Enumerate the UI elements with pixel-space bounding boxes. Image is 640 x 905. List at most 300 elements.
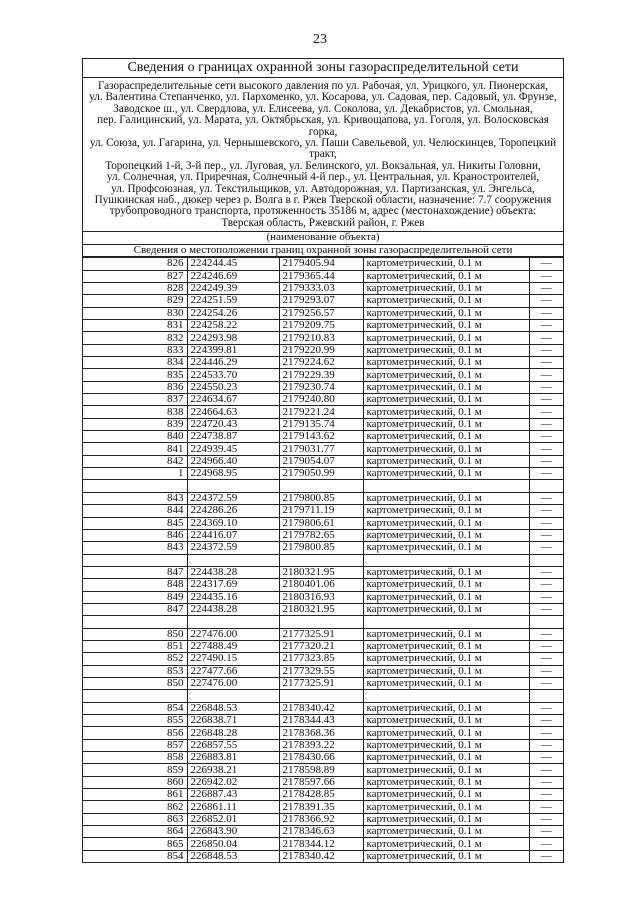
coordinate-x: 224738.87 bbox=[187, 431, 279, 443]
description-dash: — bbox=[529, 789, 563, 801]
point-number: 844 bbox=[83, 505, 187, 517]
object-name-label: (наименование объекта) bbox=[83, 232, 563, 245]
coordinate-y: 2179221.24 bbox=[279, 406, 363, 418]
description-dash: — bbox=[529, 715, 563, 727]
separator-row bbox=[83, 616, 563, 628]
table-row bbox=[83, 653, 563, 665]
description-dash: — bbox=[529, 850, 563, 862]
coordinate-y: 2179806.61 bbox=[279, 517, 363, 529]
description-dash: — bbox=[529, 752, 563, 764]
separator-row bbox=[83, 480, 563, 492]
point-number: 837 bbox=[83, 394, 187, 406]
point-number: 830 bbox=[83, 307, 187, 319]
table-row bbox=[83, 628, 563, 640]
empty-cell bbox=[529, 480, 563, 492]
empty-cell bbox=[187, 554, 279, 566]
coordinate-y: 2179240.80 bbox=[279, 394, 363, 406]
description-dash: — bbox=[529, 406, 563, 418]
coordinate-x: 226843.90 bbox=[187, 826, 279, 838]
description-dash: — bbox=[529, 307, 563, 319]
table-row bbox=[83, 826, 563, 838]
empty-cell bbox=[83, 690, 187, 702]
point-number: 839 bbox=[83, 418, 187, 430]
description-dash: — bbox=[529, 591, 563, 603]
description-dash: — bbox=[529, 505, 563, 517]
coordinate-y: 2178393.22 bbox=[279, 739, 363, 751]
coordinate-x: 227488.49 bbox=[187, 640, 279, 652]
coordinate-x: 226852.01 bbox=[187, 813, 279, 825]
boundary-document bbox=[82, 58, 564, 863]
table-row bbox=[83, 640, 563, 652]
description-dash: — bbox=[529, 665, 563, 677]
coordinate-y: 2177320.21 bbox=[279, 640, 363, 652]
empty-cell bbox=[279, 690, 363, 702]
coordinate-x: 227490.15 bbox=[187, 653, 279, 665]
description-line: ул. Союза, ул. Гагарина, ул. Чернышевского, ул. Паши Савельевой, ул. Челюскинцев, Торопецкий тракт, bbox=[89, 137, 557, 161]
method-accuracy: картометрический, 0.1 м bbox=[363, 406, 529, 418]
point-number: 827 bbox=[83, 270, 187, 282]
point-number: 851 bbox=[83, 640, 187, 652]
separator-row bbox=[83, 690, 563, 702]
method-accuracy: картометрический, 0.1 м bbox=[363, 640, 529, 652]
point-number: 843 bbox=[83, 492, 187, 504]
method-accuracy: картометрический, 0.1 м bbox=[363, 418, 529, 430]
empty-cell bbox=[363, 480, 529, 492]
object-description bbox=[83, 78, 563, 232]
method-accuracy: картометрический, 0.1 м bbox=[363, 677, 529, 689]
description-dash: — bbox=[529, 628, 563, 640]
coordinate-x: 224966.40 bbox=[187, 455, 279, 467]
coordinate-x: 224251.59 bbox=[187, 295, 279, 307]
table-row bbox=[83, 505, 563, 517]
coordinate-y: 2177325.91 bbox=[279, 677, 363, 689]
table-row bbox=[83, 357, 563, 369]
empty-cell bbox=[83, 480, 187, 492]
coordinate-y: 2179365.44 bbox=[279, 270, 363, 282]
table-row bbox=[83, 443, 563, 455]
coordinate-y: 2179711.19 bbox=[279, 505, 363, 517]
empty-cell bbox=[279, 554, 363, 566]
coordinate-x: 224939.45 bbox=[187, 443, 279, 455]
method-accuracy: картометрический, 0.1 м bbox=[363, 369, 529, 381]
table-row bbox=[83, 727, 563, 739]
coordinate-y: 2178366.92 bbox=[279, 813, 363, 825]
table-row bbox=[83, 307, 563, 319]
table-row bbox=[83, 517, 563, 529]
method-accuracy: картометрический, 0.1 м bbox=[363, 320, 529, 332]
coordinate-x: 226848.53 bbox=[187, 702, 279, 714]
coordinate-x: 224438.28 bbox=[187, 566, 279, 578]
table-row bbox=[83, 455, 563, 467]
description-dash: — bbox=[529, 640, 563, 652]
description-dash: — bbox=[529, 282, 563, 294]
table-row bbox=[83, 258, 563, 270]
description-dash: — bbox=[529, 320, 563, 332]
coordinate-x: 224317.69 bbox=[187, 579, 279, 591]
coordinate-x: 224244.45 bbox=[187, 258, 279, 270]
table-row bbox=[83, 776, 563, 788]
table-row bbox=[83, 801, 563, 813]
table-row bbox=[83, 295, 563, 307]
description-dash: — bbox=[529, 443, 563, 455]
method-accuracy: картометрический, 0.1 м bbox=[363, 517, 529, 529]
point-number: 845 bbox=[83, 517, 187, 529]
description-line: пер. Галицинский, ул. Марата, ул. Октябрьская, ул. Кривощапова, ул. Гоголя, ул. Волосковская горка, bbox=[97, 114, 549, 138]
description-dash: — bbox=[529, 381, 563, 393]
description-line: ул. Солнечная, ул. Приречная, Солнечный 4-й пер., ул. Центральная, ул. Краностроителей, bbox=[106, 171, 540, 184]
point-number: 826 bbox=[83, 258, 187, 270]
section-label: Сведения о местоположении границ охранной зоны газораспределительной сети bbox=[83, 245, 563, 258]
method-accuracy: картометрический, 0.1 м bbox=[363, 542, 529, 554]
point-number: 841 bbox=[83, 443, 187, 455]
coordinate-x: 226883.81 bbox=[187, 752, 279, 764]
coordinate-x: 227477.66 bbox=[187, 665, 279, 677]
description-dash: — bbox=[529, 332, 563, 344]
coordinate-y: 2179143.62 bbox=[279, 431, 363, 443]
description-dash: — bbox=[529, 431, 563, 443]
coordinate-y: 2178340.42 bbox=[279, 850, 363, 862]
table-row bbox=[83, 344, 563, 356]
description-dash: — bbox=[529, 677, 563, 689]
point-number: 855 bbox=[83, 715, 187, 727]
coordinate-y: 2179800.85 bbox=[279, 542, 363, 554]
method-accuracy: картометрический, 0.1 м bbox=[363, 813, 529, 825]
point-number: 843 bbox=[83, 542, 187, 554]
coordinate-x: 226861.11 bbox=[187, 801, 279, 813]
method-accuracy: картометрический, 0.1 м bbox=[363, 850, 529, 862]
point-number: 1 bbox=[83, 468, 187, 480]
coordinate-x: 224533.70 bbox=[187, 369, 279, 381]
point-number: 831 bbox=[83, 320, 187, 332]
coordinate-y: 2179209.75 bbox=[279, 320, 363, 332]
table-row bbox=[83, 838, 563, 850]
method-accuracy: картометрический, 0.1 м bbox=[363, 603, 529, 615]
table-row bbox=[83, 394, 563, 406]
description-dash: — bbox=[529, 702, 563, 714]
coordinate-y: 2179405.94 bbox=[279, 258, 363, 270]
point-number: 847 bbox=[83, 603, 187, 615]
description-line: ул. Валентина Степанченко, ул. Пархоменко, ул. Косарова, ул. Садовая, пер. Садовый, ул. Фрунзе, bbox=[89, 91, 557, 104]
point-number: 860 bbox=[83, 776, 187, 788]
point-number: 836 bbox=[83, 381, 187, 393]
empty-cell bbox=[279, 480, 363, 492]
point-number: 848 bbox=[83, 579, 187, 591]
coordinate-y: 2179210.83 bbox=[279, 332, 363, 344]
method-accuracy: картометрический, 0.1 м bbox=[363, 492, 529, 504]
coordinate-y: 2179800.85 bbox=[279, 492, 363, 504]
description-dash: — bbox=[529, 776, 563, 788]
description-dash: — bbox=[529, 579, 563, 591]
point-number: 850 bbox=[83, 628, 187, 640]
coordinate-x: 226850.04 bbox=[187, 838, 279, 850]
description-dash: — bbox=[529, 603, 563, 615]
coordinate-y: 2178391.35 bbox=[279, 801, 363, 813]
point-number: 847 bbox=[83, 566, 187, 578]
coordinate-x: 224968.95 bbox=[187, 468, 279, 480]
coordinate-y: 2179293.07 bbox=[279, 295, 363, 307]
coordinate-x: 224634.67 bbox=[187, 394, 279, 406]
method-accuracy: картометрический, 0.1 м bbox=[363, 431, 529, 443]
coordinate-y: 2179230.74 bbox=[279, 381, 363, 393]
description-dash: — bbox=[529, 418, 563, 430]
coordinate-y: 2178428.85 bbox=[279, 789, 363, 801]
description-dash: — bbox=[529, 529, 563, 541]
method-accuracy: картометрический, 0.1 м bbox=[363, 270, 529, 282]
description-dash: — bbox=[529, 826, 563, 838]
point-number: 856 bbox=[83, 727, 187, 739]
coordinate-x: 224416.07 bbox=[187, 529, 279, 541]
empty-cell bbox=[363, 616, 529, 628]
method-accuracy: картометрический, 0.1 м bbox=[363, 295, 529, 307]
coordinate-y: 2177325.91 bbox=[279, 628, 363, 640]
table-row bbox=[83, 850, 563, 862]
empty-cell bbox=[529, 616, 563, 628]
table-row bbox=[83, 752, 563, 764]
table-row bbox=[83, 665, 563, 677]
coordinate-y: 2179782.65 bbox=[279, 529, 363, 541]
table-row bbox=[83, 431, 563, 443]
table-row bbox=[83, 603, 563, 615]
description-dash: — bbox=[529, 739, 563, 751]
coordinate-y: 2179031.77 bbox=[279, 443, 363, 455]
coordinate-y: 2178346.63 bbox=[279, 826, 363, 838]
point-number: 835 bbox=[83, 369, 187, 381]
method-accuracy: картометрический, 0.1 м bbox=[363, 357, 529, 369]
coordinate-x: 226938.21 bbox=[187, 764, 279, 776]
coordinate-x: 224293.98 bbox=[187, 332, 279, 344]
page-number: 23 bbox=[313, 32, 327, 47]
method-accuracy: картометрический, 0.1 м bbox=[363, 505, 529, 517]
description-dash: — bbox=[529, 270, 563, 282]
coordinate-x: 226857.55 bbox=[187, 739, 279, 751]
method-accuracy: картометрический, 0.1 м bbox=[363, 468, 529, 480]
coordinate-y: 2177329.55 bbox=[279, 665, 363, 677]
method-accuracy: картометрический, 0.1 м bbox=[363, 715, 529, 727]
method-accuracy: картометрический, 0.1 м bbox=[363, 443, 529, 455]
method-accuracy: картометрический, 0.1 м bbox=[363, 702, 529, 714]
coordinates-table bbox=[83, 257, 563, 863]
empty-cell bbox=[83, 554, 187, 566]
table-row bbox=[83, 492, 563, 504]
coordinate-y: 2179054.07 bbox=[279, 455, 363, 467]
coordinate-y: 2178597.66 bbox=[279, 776, 363, 788]
method-accuracy: картометрический, 0.1 м bbox=[363, 344, 529, 356]
coordinate-x: 224369.10 bbox=[187, 517, 279, 529]
description-dash: — bbox=[529, 468, 563, 480]
description-line: Газораспределительные сети высокого давления по ул. Рабочая, ул. Урицкого, ул. Пионерская, bbox=[97, 80, 549, 92]
description-dash: — bbox=[529, 455, 563, 467]
coordinate-y: 2180321.95 bbox=[279, 566, 363, 578]
method-accuracy: картометрический, 0.1 м bbox=[363, 801, 529, 813]
point-number: 850 bbox=[83, 677, 187, 689]
coordinate-x: 224254.26 bbox=[187, 307, 279, 319]
coordinate-y: 2179256.57 bbox=[279, 307, 363, 319]
description-dash: — bbox=[529, 838, 563, 850]
method-accuracy: картометрический, 0.1 м bbox=[363, 579, 529, 591]
description-line: Заводское ш., ул. Свердлова, ул. Елисеева, ул. Соколова, ул. Декабристов, ул. Смольная, bbox=[113, 102, 533, 115]
coordinate-x: 224550.23 bbox=[187, 381, 279, 393]
coordinate-x: 224664.63 bbox=[187, 406, 279, 418]
point-number: 858 bbox=[83, 752, 187, 764]
empty-cell bbox=[83, 616, 187, 628]
description-dash: — bbox=[529, 394, 563, 406]
description-dash: — bbox=[529, 357, 563, 369]
table-row bbox=[83, 418, 563, 430]
empty-cell bbox=[529, 554, 563, 566]
empty-cell bbox=[279, 616, 363, 628]
point-number: 863 bbox=[83, 813, 187, 825]
table-row bbox=[83, 739, 563, 751]
point-number: 864 bbox=[83, 826, 187, 838]
point-number: 854 bbox=[83, 702, 187, 714]
method-accuracy: картометрический, 0.1 м bbox=[363, 776, 529, 788]
coordinate-y: 2178344.43 bbox=[279, 715, 363, 727]
point-number: 833 bbox=[83, 344, 187, 356]
method-accuracy: картометрический, 0.1 м bbox=[363, 838, 529, 850]
description-dash: — bbox=[529, 492, 563, 504]
description-dash: — bbox=[529, 566, 563, 578]
point-number: 842 bbox=[83, 455, 187, 467]
description-dash: — bbox=[529, 258, 563, 270]
point-number: 862 bbox=[83, 801, 187, 813]
method-accuracy: картометрический, 0.1 м bbox=[363, 394, 529, 406]
description-line: Тверская область, Ржевский район, г. Ржев bbox=[221, 216, 425, 229]
description-line: Пушкинская наб., дюкер через р. Волга в г. Ржев Тверской области, назначение: 7.7 сооружения bbox=[94, 194, 552, 207]
method-accuracy: картометрический, 0.1 м bbox=[363, 665, 529, 677]
empty-cell bbox=[529, 690, 563, 702]
method-accuracy: картометрический, 0.1 м bbox=[363, 258, 529, 270]
coordinate-y: 2178430.66 bbox=[279, 752, 363, 764]
coordinate-x: 224372.59 bbox=[187, 492, 279, 504]
table-row bbox=[83, 702, 563, 714]
coordinate-y: 2179135.74 bbox=[279, 418, 363, 430]
point-number: 859 bbox=[83, 764, 187, 776]
description-dash: — bbox=[529, 295, 563, 307]
point-number: 852 bbox=[83, 653, 187, 665]
point-number: 829 bbox=[83, 295, 187, 307]
description-line: ул. Профсоюзная, ул. Текстильщиков, ул. Автодорожная, ул. Партизанская, ул. Энгельса, bbox=[111, 182, 535, 195]
point-number: 846 bbox=[83, 529, 187, 541]
method-accuracy: картометрический, 0.1 м bbox=[363, 628, 529, 640]
description-dash: — bbox=[529, 653, 563, 665]
coordinate-y: 2178598.89 bbox=[279, 764, 363, 776]
coordinate-x: 224399.81 bbox=[187, 344, 279, 356]
coordinate-y: 2180316.93 bbox=[279, 591, 363, 603]
point-number: 865 bbox=[83, 838, 187, 850]
method-accuracy: картометрический, 0.1 м bbox=[363, 566, 529, 578]
coordinate-x: 226942.02 bbox=[187, 776, 279, 788]
table-row bbox=[83, 542, 563, 554]
coordinate-x: 224435.16 bbox=[187, 591, 279, 603]
point-number: 828 bbox=[83, 282, 187, 294]
table-row bbox=[83, 677, 563, 689]
table-row bbox=[83, 529, 563, 541]
empty-cell bbox=[187, 480, 279, 492]
table-row bbox=[83, 282, 563, 294]
table-row bbox=[83, 566, 563, 578]
description-dash: — bbox=[529, 542, 563, 554]
coordinate-x: 226848.53 bbox=[187, 850, 279, 862]
empty-cell bbox=[187, 616, 279, 628]
method-accuracy: картометрический, 0.1 м bbox=[363, 752, 529, 764]
table-row bbox=[83, 320, 563, 332]
coordinate-y: 2179050.99 bbox=[279, 468, 363, 480]
table-row bbox=[83, 764, 563, 776]
method-accuracy: картометрический, 0.1 м bbox=[363, 455, 529, 467]
point-number: 861 bbox=[83, 789, 187, 801]
point-number: 834 bbox=[83, 357, 187, 369]
coordinate-y: 2179220.99 bbox=[279, 344, 363, 356]
coordinate-x: 227476.00 bbox=[187, 677, 279, 689]
description-dash: — bbox=[529, 517, 563, 529]
coordinate-y: 2177323.85 bbox=[279, 653, 363, 665]
method-accuracy: картометрический, 0.1 м bbox=[363, 739, 529, 751]
coordinate-y: 2178344.12 bbox=[279, 838, 363, 850]
coordinate-y: 2178340.42 bbox=[279, 702, 363, 714]
coordinate-x: 224372.59 bbox=[187, 542, 279, 554]
table-row bbox=[83, 789, 563, 801]
description-line: Торопецкий 1-й, 3-й пер., ул. Луговая, ул. Белинского, ул. Вокзальная, ул. Никиты Головни, bbox=[105, 159, 541, 172]
point-number: 853 bbox=[83, 665, 187, 677]
empty-cell bbox=[363, 554, 529, 566]
coordinate-y: 2179229.39 bbox=[279, 369, 363, 381]
empty-cell bbox=[363, 690, 529, 702]
method-accuracy: картометрический, 0.1 м bbox=[363, 591, 529, 603]
description-dash: — bbox=[529, 369, 563, 381]
table-row bbox=[83, 579, 563, 591]
description-dash: — bbox=[529, 727, 563, 739]
coordinate-x: 224438.28 bbox=[187, 603, 279, 615]
coordinate-x: 224286.26 bbox=[187, 505, 279, 517]
coordinate-x: 224446.29 bbox=[187, 357, 279, 369]
table-row bbox=[83, 406, 563, 418]
coordinate-x: 226838.71 bbox=[187, 715, 279, 727]
coordinate-x: 226848.28 bbox=[187, 727, 279, 739]
coordinate-y: 2180401.06 bbox=[279, 579, 363, 591]
point-number: 832 bbox=[83, 332, 187, 344]
coordinate-y: 2180321.95 bbox=[279, 603, 363, 615]
coordinate-x: 224258.22 bbox=[187, 320, 279, 332]
point-number: 857 bbox=[83, 739, 187, 751]
point-number: 854 bbox=[83, 850, 187, 862]
method-accuracy: картометрический, 0.1 м bbox=[363, 826, 529, 838]
method-accuracy: картометрический, 0.1 м bbox=[363, 307, 529, 319]
coordinate-x: 224246.69 bbox=[187, 270, 279, 282]
method-accuracy: картометрический, 0.1 м bbox=[363, 332, 529, 344]
coordinate-x: 227476.00 bbox=[187, 628, 279, 640]
description-dash: — bbox=[529, 764, 563, 776]
table-row bbox=[83, 591, 563, 603]
method-accuracy: картометрический, 0.1 м bbox=[363, 653, 529, 665]
coordinate-x: 226887.43 bbox=[187, 789, 279, 801]
method-accuracy: картометрический, 0.1 м bbox=[363, 529, 529, 541]
description-line: трубопроводного транспорта, протяженность 35186 м, адрес (местонахождение) объекта: bbox=[109, 205, 537, 218]
table-row bbox=[83, 468, 563, 480]
method-accuracy: картометрический, 0.1 м bbox=[363, 381, 529, 393]
point-number: 840 bbox=[83, 431, 187, 443]
coordinate-y: 2179224.62 bbox=[279, 357, 363, 369]
table-row bbox=[83, 332, 563, 344]
description-dash: — bbox=[529, 344, 563, 356]
method-accuracy: картометрический, 0.1 м bbox=[363, 789, 529, 801]
coordinate-y: 2178368.36 bbox=[279, 727, 363, 739]
table-row bbox=[83, 715, 563, 727]
description-dash: — bbox=[529, 801, 563, 813]
document-title: Сведения о границах охранной зоны газораспределительной сети bbox=[83, 59, 563, 78]
coordinate-x: 224249.39 bbox=[187, 282, 279, 294]
description-dash: — bbox=[529, 813, 563, 825]
table-row bbox=[83, 381, 563, 393]
